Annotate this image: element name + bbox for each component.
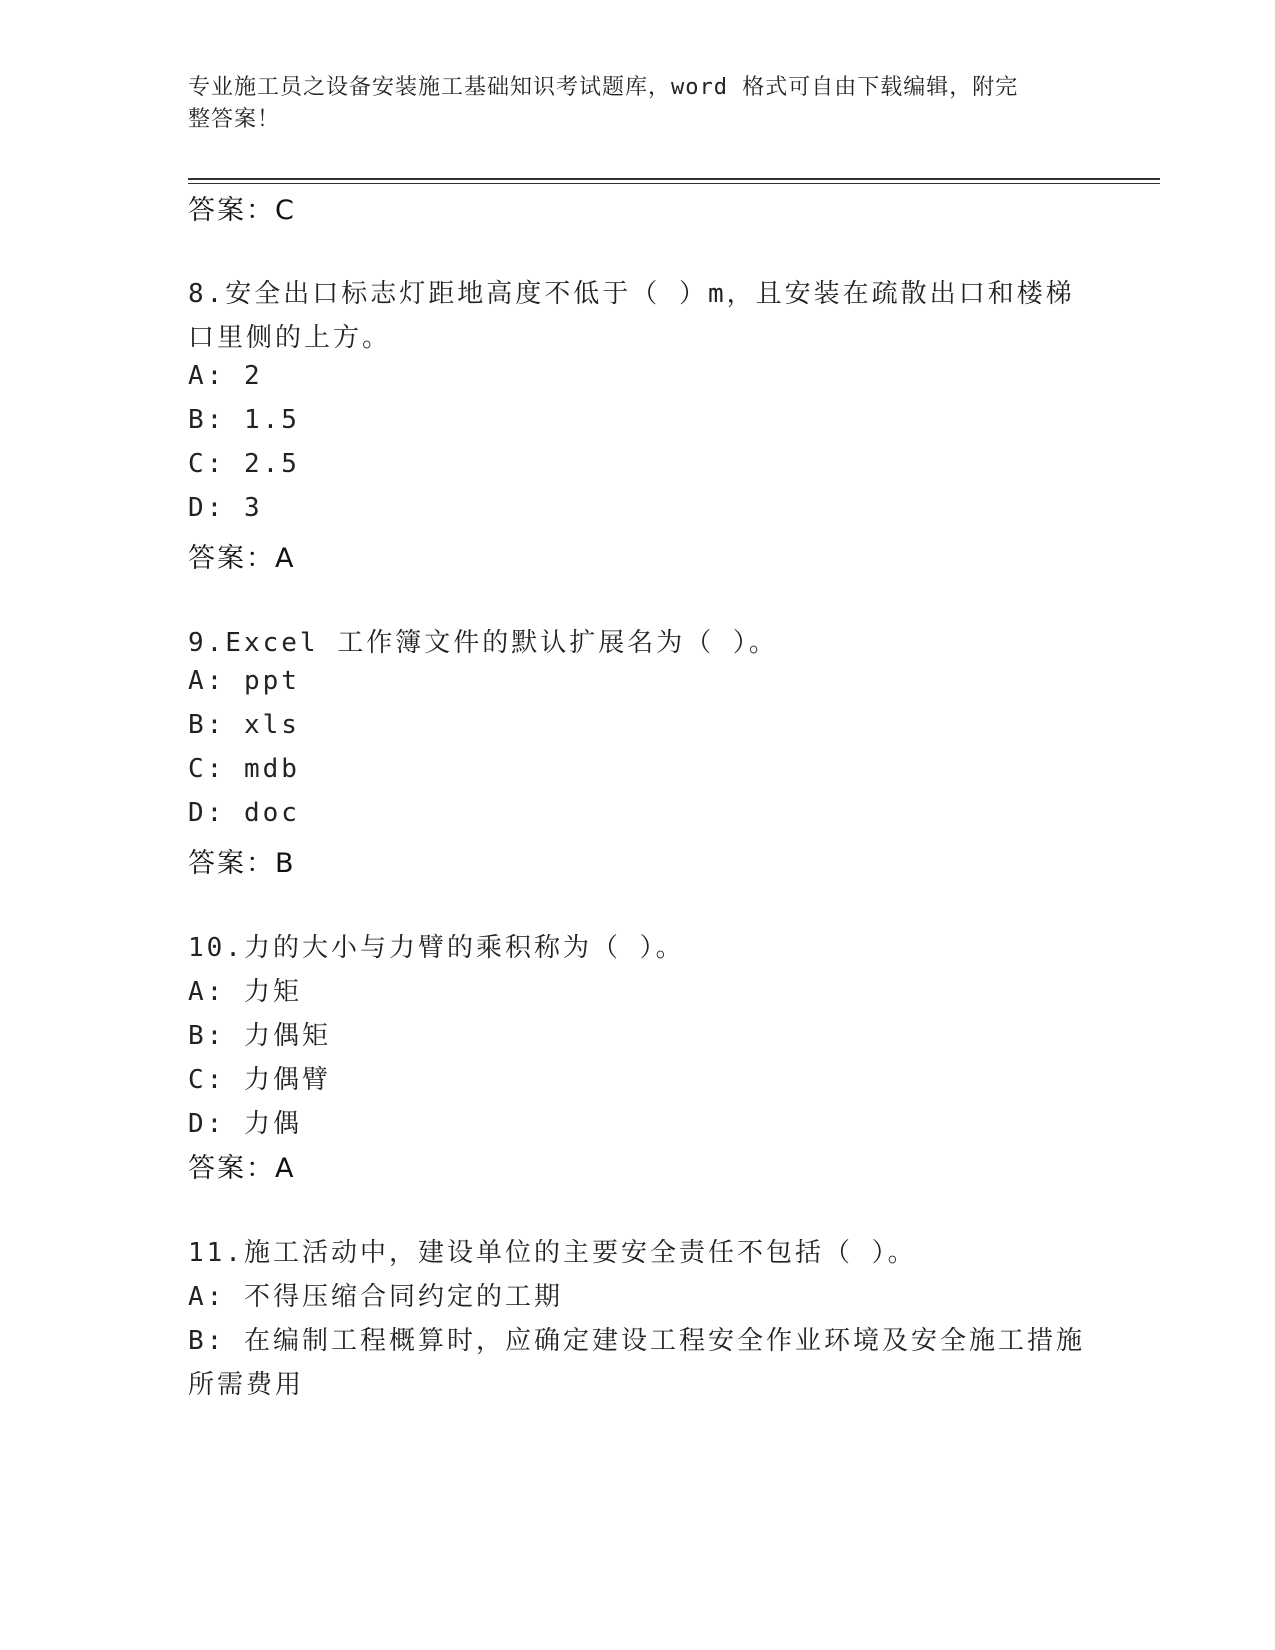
question-11-option-b-continued: 所需费用 [188, 1370, 305, 1400]
question-10-option-c: C: 力偶臂 [188, 1065, 331, 1095]
question-10-stem: 10.力的大小与力臂的乘积称为（ ）。 [188, 933, 685, 963]
question-8-option-a: A: 2 [188, 361, 263, 391]
question-9-option-c: C: mdb [188, 754, 300, 784]
header-divider-thick [188, 178, 1160, 180]
header-divider-thin [188, 183, 1160, 184]
answer-q7: 答案：C [188, 195, 296, 226]
question-9-answer: 答案：B [188, 848, 296, 879]
header-line-2: 整答案！ [188, 107, 281, 132]
question-8-option-d: D: 3 [188, 493, 263, 523]
question-8-option-b: B: 1.5 [188, 405, 300, 435]
question-9-stem: 9.Excel 工作簿文件的默认扩展名为（ ）。 [188, 628, 778, 658]
question-9-option-d: D: doc [188, 798, 300, 828]
question-10-option-d: D: 力偶 [188, 1109, 302, 1139]
question-9-option-b: B: xls [188, 710, 300, 740]
document-header [188, 72, 1068, 136]
question-11-stem: 11.施工活动中，建设单位的主要安全责任不包括（ ）。 [188, 1238, 917, 1268]
question-10-option-a: A: 力矩 [188, 977, 302, 1007]
question-11-option-a: A: 不得压缩合同约定的工期 [188, 1282, 563, 1312]
question-8-stem-line-2: 口里侧的上方。 [188, 323, 392, 353]
question-8-option-c: C: 2.5 [188, 449, 300, 479]
question-9-option-a: A: ppt [188, 666, 300, 696]
question-11-option-b: B: 在编制工程概算时，应确定建设工程安全作业环境及安全施工措施 [188, 1326, 1085, 1356]
question-10-answer: 答案：A [188, 1153, 296, 1184]
question-8-answer: 答案：A [188, 543, 296, 574]
question-8-stem-line-1: 8.安全出口标志灯距地高度不低于（ ）m，且安装在疏散出口和楼梯 [188, 279, 1075, 309]
question-10-option-b: B: 力偶矩 [188, 1021, 331, 1051]
header-line-1: 专业施工员之设备安装施工基础知识考试题库，word 格式可自由下载编辑，附完 [188, 75, 1019, 100]
